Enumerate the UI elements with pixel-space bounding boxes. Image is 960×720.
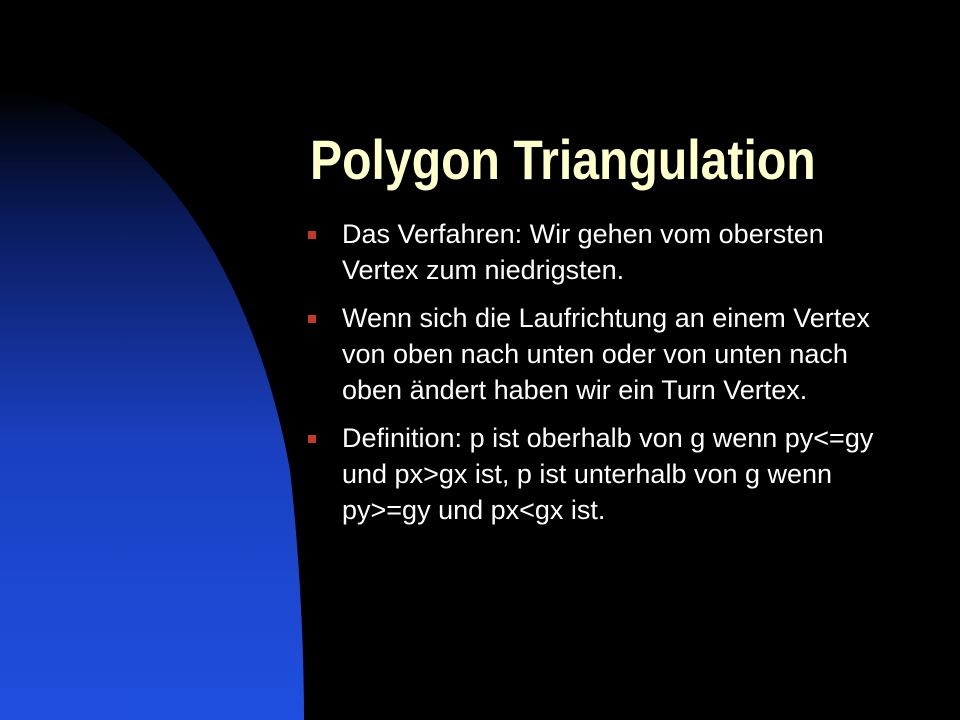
bullet-text: Definition: p ist oberhalb von g wenn py<=gy und px>gx ist, p ist unterhalb von g wenn py>=gy und px<gx ist. xyxy=(342,423,874,525)
square-bullet-icon xyxy=(308,435,316,443)
bullet-item xyxy=(306,300,886,408)
bullet-item xyxy=(306,420,886,528)
bullet-list xyxy=(306,216,886,540)
slide-title: Polygon Triangulation xyxy=(310,128,816,191)
square-bullet-icon xyxy=(308,315,316,323)
square-bullet-icon xyxy=(308,231,316,239)
bullet-text: Das Verfahren: Wir gehen vom obersten Vertex zum niedrigsten. xyxy=(342,219,824,285)
bullet-item xyxy=(306,216,886,288)
bullet-text: Wenn sich die Laufrichtung an einem Vertex von oben nach unten oder von unten nach oben ändert haben wir ein Turn Vertex. xyxy=(342,303,870,405)
